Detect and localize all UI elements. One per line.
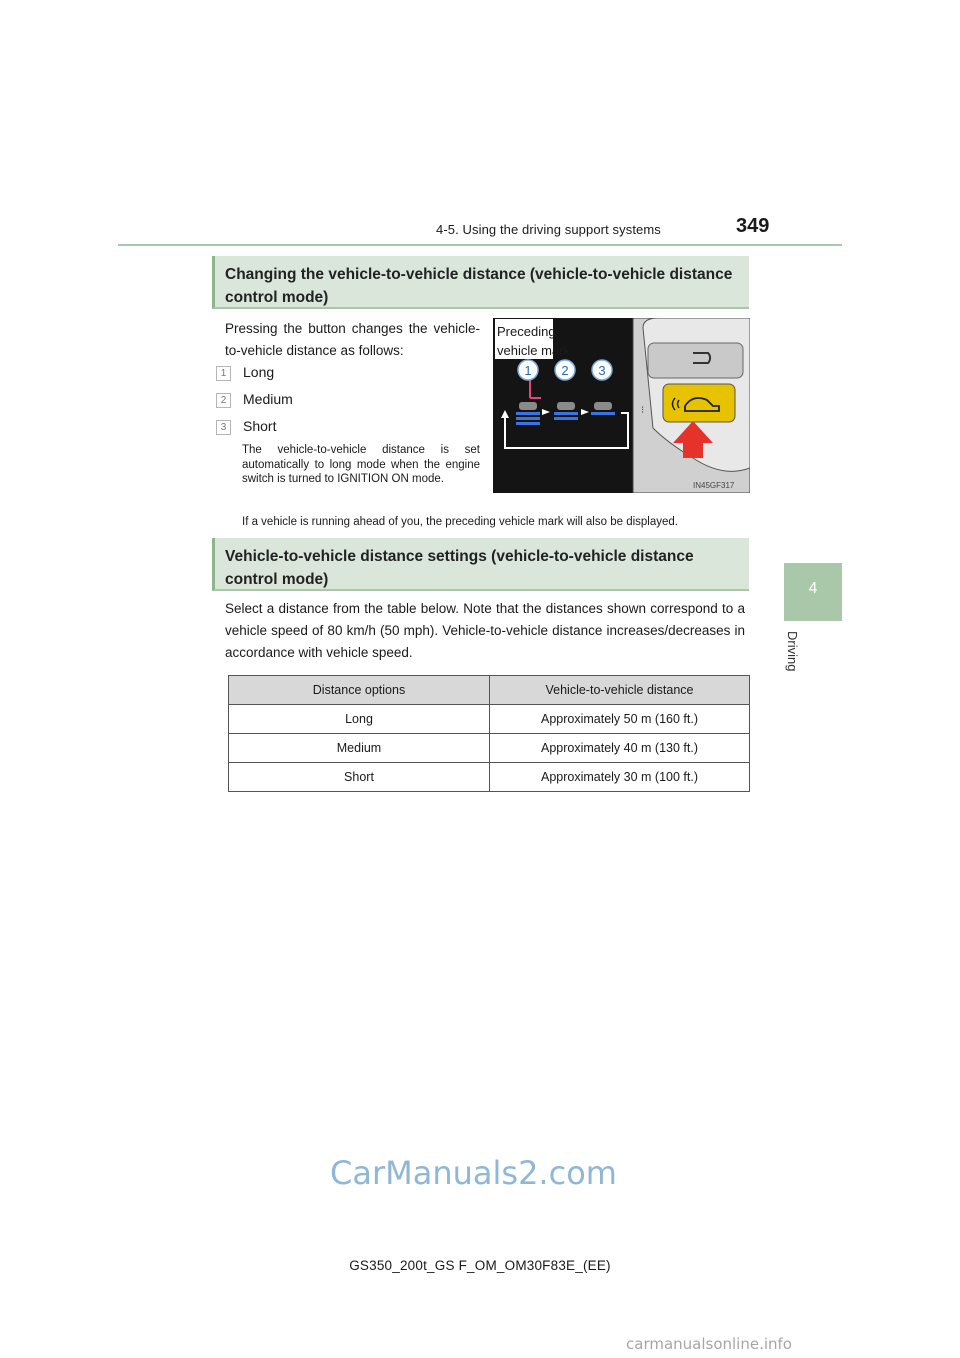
table-row bbox=[229, 734, 750, 763]
table-header-row bbox=[229, 676, 750, 705]
distance-button bbox=[663, 384, 735, 422]
table-header-cell: Vehicle-to-vehicle distance bbox=[490, 676, 750, 705]
distance-button-illustration bbox=[493, 318, 750, 493]
illustration-svg bbox=[493, 318, 750, 493]
table-cell: Long bbox=[229, 705, 490, 734]
svg-text:⁝: ⁝ bbox=[641, 405, 645, 416]
section-heading-distance-settings: Vehicle-to-vehicle distance settings (vehicle-to-vehicle distance control mode) bbox=[212, 538, 749, 591]
option-item-medium bbox=[216, 391, 293, 408]
running-header-title: 4-5. Using the driving support systems bbox=[436, 222, 661, 237]
chapter-number: 4 bbox=[808, 580, 818, 597]
preceding-vehicle-note: If a vehicle is running ahead of you, the preceding vehicle mark will also be displayed. bbox=[242, 516, 678, 528]
section1-intro: Pressing the button changes the vehicle-to-vehicle distance as follows: bbox=[225, 321, 480, 358]
option-number-badge: 2 bbox=[216, 393, 231, 408]
option-item-short bbox=[216, 418, 276, 435]
distance-table bbox=[228, 675, 750, 792]
option-number-badge: 1 bbox=[216, 366, 231, 381]
callout-line2: vehicle mark bbox=[497, 343, 570, 358]
table-cell: Approximately 30 m (100 ft.) bbox=[490, 763, 750, 792]
option-label: Medium bbox=[243, 391, 293, 407]
option-item-long bbox=[216, 364, 274, 381]
figure-code: IN45GF317 bbox=[693, 481, 735, 490]
table-row bbox=[229, 763, 750, 792]
option-label: Long bbox=[243, 364, 275, 380]
watermark-corner: carmanualsonline.info bbox=[626, 1335, 792, 1353]
footer-doc-code: GS350_200t_GS F_OM_OM30F83E_(EE) bbox=[349, 1258, 611, 1273]
option-label: Short bbox=[243, 418, 277, 434]
watermark-carmanuals2: CarManuals2.com bbox=[330, 1154, 617, 1192]
ignition-note: The vehicle-to-vehicle distance is set automatically to long mode when the engine switch is turned to IGNITION ON mode. bbox=[242, 444, 480, 485]
section2-body: Select a distance from the table below. Note that the distances shown correspond to a vehicle speed of 80 km/h (50 mph). Vehicle-to-vehicle distance increases/decreases in accordance with vehicle speed. bbox=[225, 601, 745, 660]
option-number-badge: 3 bbox=[216, 420, 231, 435]
callout-line1: Preceding bbox=[497, 324, 556, 339]
chapter-tab bbox=[784, 563, 842, 621]
table-cell: Approximately 40 m (130 ft.) bbox=[490, 734, 750, 763]
svg-text:3: 3 bbox=[598, 363, 606, 378]
page-number: 349 bbox=[736, 215, 770, 237]
distance-bars-short bbox=[591, 402, 615, 415]
section-heading-distance-change: Changing the vehicle-to-vehicle distance (vehicle-to-vehicle distance control mode) bbox=[212, 256, 749, 309]
table-cell: Medium bbox=[229, 734, 490, 763]
table-header-cell: Distance options bbox=[229, 676, 490, 705]
svg-text:2: 2 bbox=[561, 363, 569, 378]
svg-text:1: 1 bbox=[524, 363, 532, 378]
table-cell: Short bbox=[229, 763, 490, 792]
table-row bbox=[229, 705, 750, 734]
header-divider bbox=[118, 244, 842, 246]
table-cell: Approximately 50 m (160 ft.) bbox=[490, 705, 750, 734]
chapter-label: Driving bbox=[785, 631, 800, 672]
chapter-label-vertical bbox=[786, 631, 802, 691]
